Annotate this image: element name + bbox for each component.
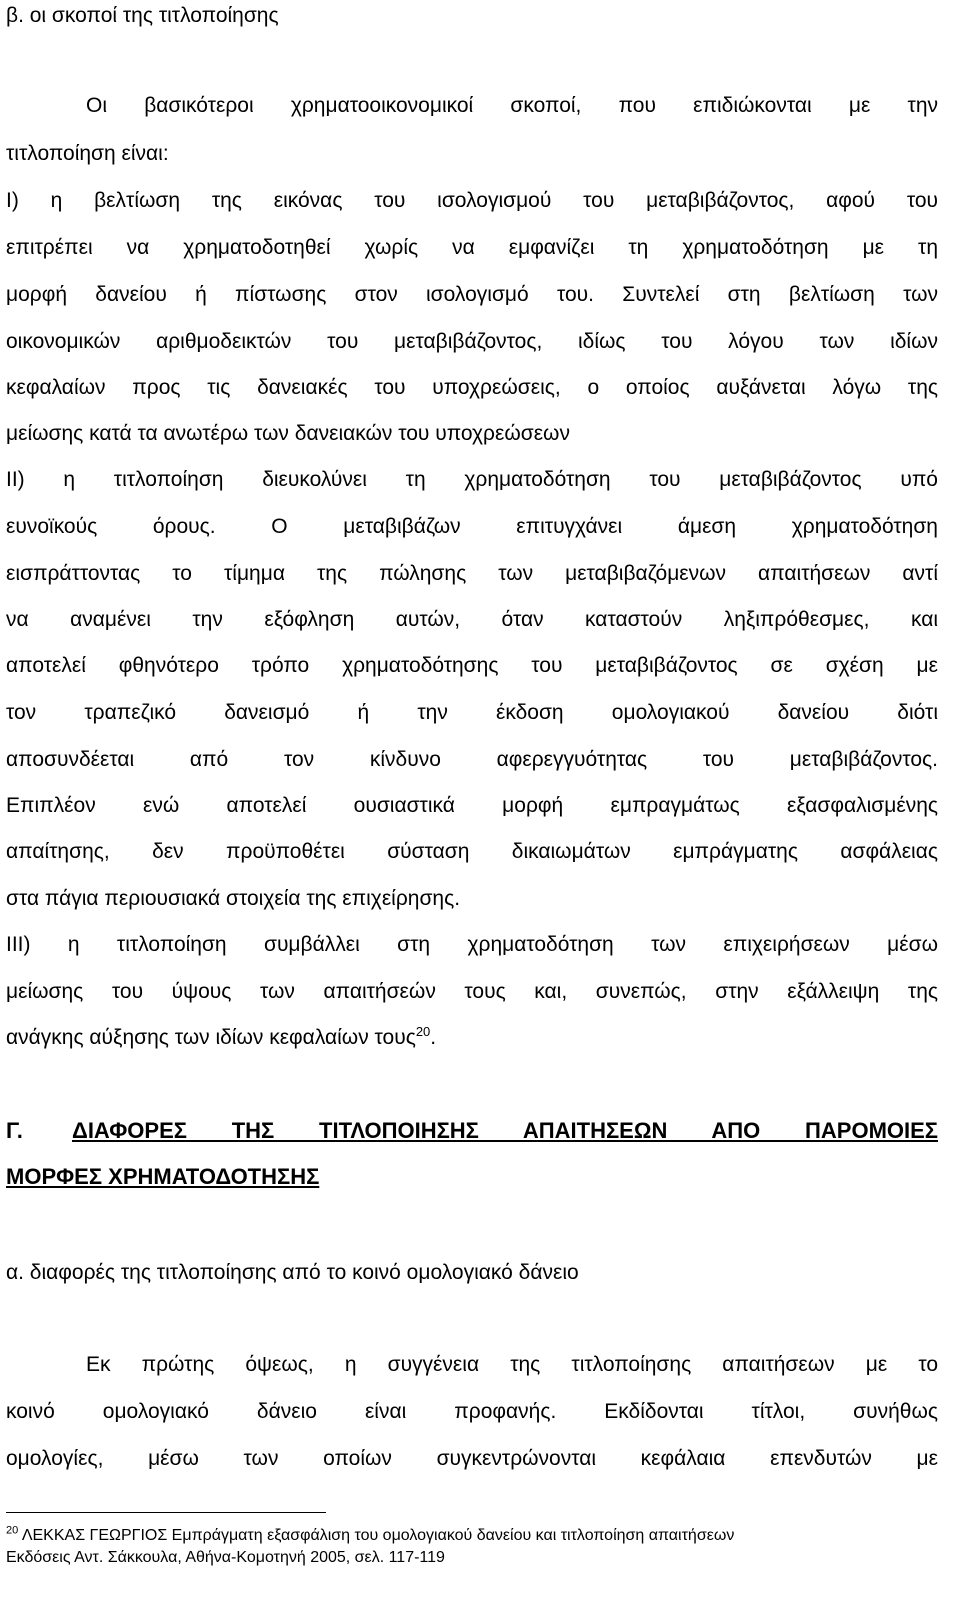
paragraph-line: να αναμένει την εξόφληση αυτών, όταν καταστούν ληξιπρόθεσμες, και bbox=[6, 608, 938, 631]
paragraph-text: ανάγκης αύξησης των ιδίων κεφαλαίων τους bbox=[6, 1026, 416, 1049]
intro-line: τιτλοποίηση είναι: bbox=[6, 142, 169, 165]
paragraph-line: Επιπλέον ενώ αποτελεί ουσιαστικά μορφή εμπραγμάτως εξασφαλισμένης bbox=[6, 794, 938, 817]
paragraph-line: επιτρέπει να χρηματοδοτηθεί χωρίς να εμφανίζει τη χρηματοδότηση με τη bbox=[6, 236, 938, 259]
intro-line: Οι βασικότεροι χρηματοοικονομικοί σκοποί, που επιδιώκονται με την bbox=[86, 94, 938, 117]
footnote-line: Εκδόσεις Αντ. Σάκκουλα, Αθήνα-Κομοτηνή 2005, σελ. 117-119 bbox=[6, 1549, 445, 1566]
paragraph-line: κεφαλαίων προς τις δανειακές του υποχρεώσεις, ο οποίος αυξάνεται λόγω της bbox=[6, 376, 938, 399]
paragraph-line: Εκ πρώτης όψεως, η συγγένεια της τιτλοποίησης απαιτήσεων με το bbox=[86, 1353, 938, 1376]
footnote-number: 20 bbox=[6, 1524, 19, 1537]
section-a-title: α. διαφορές της τιτλοποίησης από το κοινό ομολογιακό δάνειο bbox=[6, 1261, 579, 1284]
footnote-reference[interactable]: 20 bbox=[415, 1024, 431, 1039]
footnote-separator bbox=[6, 1512, 326, 1513]
paragraph-line: Ι) η βελτίωση της εικόνας του ισολογισμού του μεταβιβάζοντος, αφού του bbox=[6, 189, 938, 212]
footnote-line bbox=[6, 1526, 734, 1546]
paragraph-line: τον τραπεζικό δανεισμό ή την έκδοση ομολογιακού δανείου διότι bbox=[6, 701, 938, 724]
paragraph-line: αποτελεί φθηνότερο τρόπο χρηματοδότησης του μεταβιβάζοντος σε σχέση με bbox=[6, 654, 938, 677]
paragraph-line: αποσυνδέεται από τον κίνδυνο αφερεγγυότητας του μεταβιβάζοντος. bbox=[6, 748, 938, 771]
paragraph-line: μορφή δανείου ή πίστωσης στον ισολογισμό του. Συντελεί στη βελτίωση των bbox=[6, 283, 938, 306]
paragraph-line: εισπράττοντας το τίμημα της πώλησης των μεταβιβαζόμενων απαιτήσεων αντί bbox=[6, 562, 938, 585]
section-g-heading bbox=[6, 1117, 938, 1145]
section-g-label: Γ. bbox=[6, 1118, 23, 1143]
paragraph-line: μείωσης του ύψους των απαιτήσεών τους και, συνεπώς, στην εξάλλειψη της bbox=[6, 980, 938, 1003]
paragraph-line: ομολογίες, μέσω των οποίων συγκεντρώνονται κεφάλαια επενδυτών με bbox=[6, 1447, 938, 1470]
paragraph-line: ΙΙ) η τιτλοποίηση διευκολύνει τη χρηματοδότηση του μεταβιβάζοντος υπό bbox=[6, 468, 938, 491]
paragraph-line: ΙΙΙ) η τιτλοποίηση συμβάλλει στη χρηματοδότηση των επιχειρήσεων μέσω bbox=[6, 933, 938, 956]
paragraph-line: μείωσης κατά τα ανωτέρω των δανειακών του υποχρεώσεων bbox=[6, 422, 570, 445]
paragraph-line: στα πάγια περιουσιακά στοιχεία της επιχείρησης. bbox=[6, 887, 461, 910]
paragraph-punctuation: . bbox=[430, 1026, 437, 1049]
paragraph-line: απαίτησης, δεν προϋποθέτει σύσταση δικαιωμάτων εμπράγματης ασφάλειας bbox=[6, 840, 938, 863]
section-g-title-continued: ΜΟΡΦΕΣ ΧΡΗΜΑΤΟΔΟΤΗΣΗΣ bbox=[6, 1164, 320, 1189]
section-b-title: β. οι σκοποί της τιτλοποίησης bbox=[6, 4, 279, 27]
paragraph-line: οικονομικών αριθμοδεικτών του μεταβιβάζοντος, ιδίως του λόγου των ιδίων bbox=[6, 330, 938, 353]
section-g-title: ΔΙΑΦΟΡΕΣ ΤΗΣ ΤΙΤΛΟΠΟΙΗΣΗΣ ΑΠΑΙΤΗΣΕΩΝ ΑΠΟ ΠΑΡΟΜΟΙΕΣ bbox=[72, 1118, 938, 1143]
paragraph-line: κοινό ομολογιακό δάνειο είναι προφανής. Εκδίδονται τίτλοι, συνήθως bbox=[6, 1400, 938, 1423]
paragraph-last-line bbox=[6, 1024, 436, 1052]
footnote-text: ΛΕΚΚΑΣ ΓΕΩΡΓΙΟΣ Εμπράγματη εξασφάλιση του ομολογιακού δανείου και τιτλοποίηση απαιτήσεων bbox=[18, 1527, 735, 1544]
paragraph-line: ευνοϊκούς όρους. Ο μεταβιβάζων επιτυγχάνει άμεση χρηματοδότηση bbox=[6, 515, 938, 538]
